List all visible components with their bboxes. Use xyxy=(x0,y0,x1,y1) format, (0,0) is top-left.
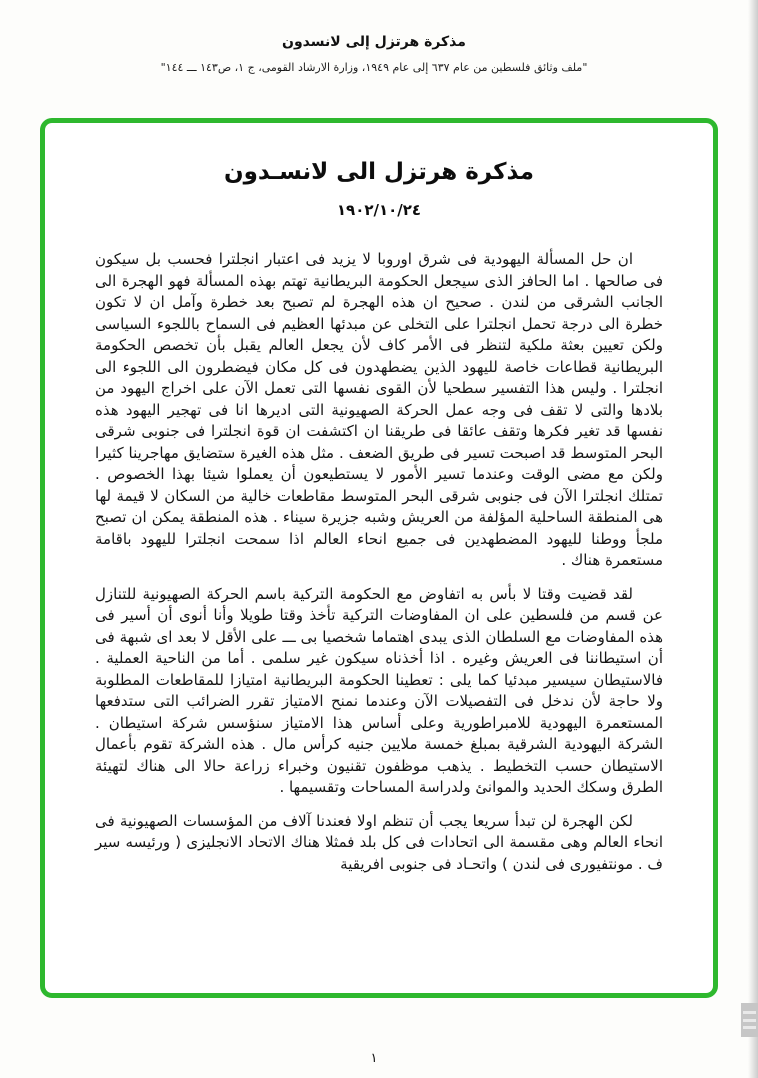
scan-edge-shadow xyxy=(748,0,758,1078)
page-header xyxy=(0,34,748,74)
document-title: مذكرة هرتزل الى لانسـدون xyxy=(224,159,534,185)
header-source-citation: "ملف وثائق فلسطين من عام ٦٣٧ إلى عام ١٩٤٩، وزارة الارشاد القومى، ج ١، ص١٤٣ ـــ ١٤٤" xyxy=(160,61,588,74)
header-title: مذكرة هرتزل إلى لانسدون xyxy=(282,34,466,50)
document-date: ١٩٠٢/١٠/٢٤ xyxy=(336,201,422,219)
scan-artifact-line xyxy=(743,1026,756,1029)
page-number: ١ xyxy=(370,1051,378,1066)
document-body xyxy=(95,249,663,875)
paragraph-3: لكن الهجرة لن تبدأ سريعا يجب أن تنظم اولا فعندنا آلاف من المؤسسات الصهيونية فى انحاء العالم وهى مقسمة الى اتحادات فى كل بلد فمثلا هناك الاتحاد الانجليزى ( ورئيسه سير ف . مونتفيورى فى لندن ) واتحـاد فى جنوبى افريقية xyxy=(95,811,663,873)
paragraph-1: ان حل المسألة اليهودية فى شرق اوروبا لا يزيد فى اعتبار انجلترا فحسب بل سيكون فى صالحها . اما الحافز الذى سيجعل الحكومة البريطانية تهتم بهذه المسألة فهو الهجرة الى الجانب الشرقى من لندن . صحيح ان هذه الهجرة لم تصبح بعد خطرة وآمل ان لا تكون خطرة الى درجة تحمل انجلترا على التخلى عن مبدئها العظيم فى السماح باللجوء السياسى ولكن تعيين بعثة ملكية لتنظر فى الأمر كاف لأن يجعل العالم يقبل بأن تخصص الحكومة البريطانية قطاعات خاصة لليهود الذين يضطهدون فى كل مكان فيضطرون الى اللجوء الى انجلترا . وليس هذا التفسير سطحيا لأن القوى نفسها التى تعمل الآن على اخراج اليهود من بلادها والتى لا تقف فى وجه عمل الحركة الصهيونية التى اديرها انا فى تهجير اليهود هذه نفسها قد تغير فكرها وتقف عائقا فى طريقنا ان اكتشفت ان قوة انجلترا فى جنوبى شرقى البحر المتوسط قد اصبحت تسير فى طريق الضعف . مثل هذه الغيرة ستضايق مهاجرينا كثيرا ولكن مع مضى الوقت وعندما تسير الأمور لا يستطيعون أن يعملوا شيئا بهذا الخصوص . تمتلك انجلترا الآن فى جنوبى شرقى البحر المتوسط مقاطعات خالية من السكان لا قيمة لها هى المنطقة الساحلية المؤلفة من العريش وشبه جزيرة سيناء . هذه المنطقة يمكن ان تصبح ملجأ ووطنا لليهود المضطهدين فى جميع انحاء العالم اذا سمحت انجلترا لليهود باقامة مستعمرة هناك . xyxy=(95,250,663,569)
scan-artifact xyxy=(741,1003,758,1037)
scan-artifact-line xyxy=(743,1011,756,1014)
document-frame xyxy=(40,118,718,998)
scan-artifact-line xyxy=(743,1019,756,1022)
paragraph-2: لقد قضيت وقتا لا بأس به اتفاوض مع الحكومة التركية باسم الحركة الصهيونية للتنازل عن قسم من فلسطين على ان المفاوضات التركية تأخذ وقتا طويلا وأنا أنوى أن أسير فى هذه المفاوضات مع السلطان الذى يبدى اهتماما شخصيا بى ـــ على الأقل لا بعد اى شبهة فى أن استيطاننا فى العريش وغيره . اذا أخذناه سيكون غير سلمى . أما من الناحية العملية . فالاستيطان سيسير مبدئيا كما يلى : تعطينا الحكومة البريطانية امتيازا للمقاطعات المطلوبة ولا حاجة لأن ندخل فى التفصيلات الآن وعندما نمنح الامتياز تقرر الضرائب التى ستدفعها المستعمرة اليهودية للامبراطورية وعلى أساس هذا الامتياز سنؤسس شركة استيطان . الشركة اليهودية الشرقية بمبلغ خمسة ملايين جنيه كرأس مال . هذه الشركة تقوم بأعمال الاستيطان حسب التخطيط . يذهب موظفون تقنيون وخبراء زراعة حالا الى هناك لتهيئة الطرق وسكك الحديد والموانئ ولدراسة المساحات وتقسيمها . xyxy=(95,584,663,796)
